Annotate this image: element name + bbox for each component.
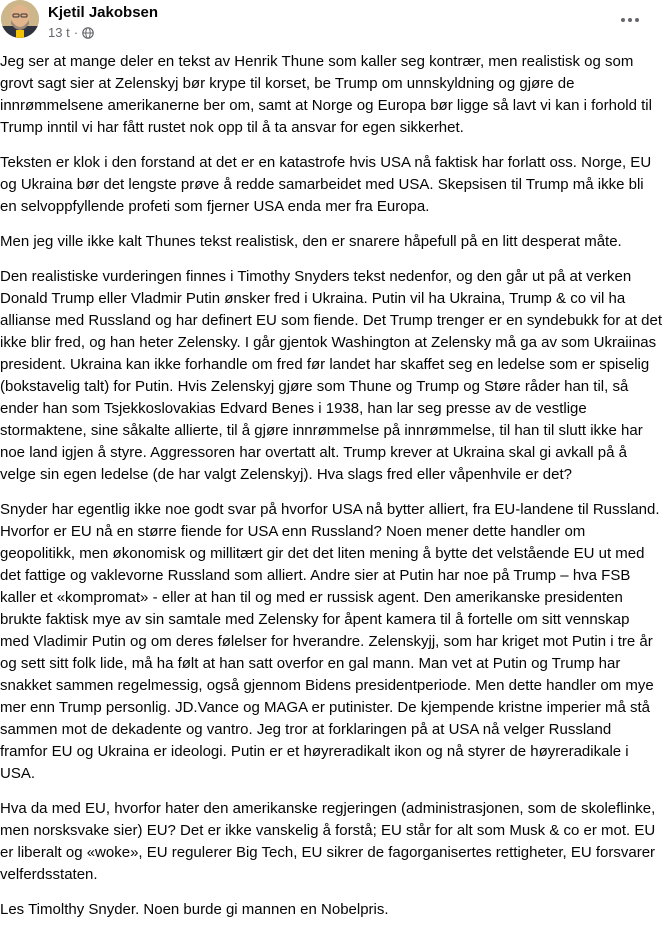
post-paragraph: Snyder har egentlig ikke noe godt svar på hvorfor USA nå bytter alliert, fra EU-landene til Russland. Hvorfor er EU nå en større fiende for USA enn Russland? Noen mener dette handler om geopolitikk, men økonomisk og millitært gir det det liten mening å bytte det velstående EU ut med det fattige og vaklevorne Russland som alliert. Andre sier at Putin har noe på Trump – hva FSB kaller et «kompromat» - eller at han til og med er russisk agent. Den amerikanske presidenten brukte faktisk mye av sin samtale med Zelensky for åpent kamera til å fortelle om sitt vennskap med Vladimir Putin og om deres følelser for hverandre. Zelenskyjj, som har kriget mot Putin i tre år og sett sitt folk lide, må ha følt at han satt overfor en gal mann. Man vet at Putin og Trump har snakket sammen regelmessig, også gjennom Bidens presidentperiode. Men dette handler om mye mer enn Trump personlig. JD.Vance og MAGA er putinister. De kjempende kristne imperier må stå sammen mot de dekadente og vantro. Jeg tror at forklaringen på at USA nå velger Russland framfor EU og Ukraina er ideologi. Putin er et høyreradikalt ikon og nå styrer de høyreradikale i USA. xyxy=(0,501,660,782)
more-horizontal-icon xyxy=(620,17,640,23)
post-timestamp[interactable]: 13 t xyxy=(48,25,70,40)
more-options-button[interactable] xyxy=(614,8,646,32)
post-paragraph: Les Timolthy Snyder. Noen burde gi mannen en Nobelpris. xyxy=(0,901,389,918)
post-paragraph: Hva da med EU, hvorfor hater den amerikanske regjeringen (administrasjonen, som de skoleflinke, men norsksvake sier) EU? Det er ikke vanskelig å forstå; EU står for alt som Musk & co er mot. EU er liberalt og «woke», EU regulerer Big Tech, EU sikrer de fagorganisertes rettigheter, EU forsvarer velferdsstaten. xyxy=(0,800,656,883)
post-paragraph: Men jeg ville ikke kalt Thunes tekst realistisk, den er snarere håpefull på en litt desperat måte. xyxy=(0,233,622,250)
author-name[interactable]: Kjetil Jakobsen xyxy=(48,4,159,21)
meta-separator: · xyxy=(73,25,79,40)
globe-icon xyxy=(82,27,94,39)
post-paragraph: Teksten er klok i den forstand at det er en katastrofe hvis USA nå faktisk har forlatt oss. Norge, EU og Ukraina bør det lengste prøve å redde samarbeidet med USA. Skepsisen til Trump må ikke bli en selvoppfyllende profeti som fjerner USA enda mer fra Europa. xyxy=(0,154,652,215)
avatar[interactable] xyxy=(1,0,39,38)
post-paragraph: Den realistiske vurderingen finnes i Timothy Snyders tekst nedenfor, og den går ut på at verken Donald Trump eller Vladmir Putin ønsker fred i Ukraina. Putin vil ha Ukraina, Trump & co vil ha allianse med Russland og har definert EU som fiende. Det Trump trenger er en syndebukk for at det ikke blir fred, og han heter Zelensky. I går gjentok Washington at Zelensky må ga av som Ukraiinas president. Ukraina kan ikke forhandle om fred før landet har skaffet seg en ledelse som er spiselig (bokstavelig talt) for Putin. Hvis Zelenskyj gjøre som Thune og Trump og Støre råder han til, så ender han som Tsjekkoslovakias Edvard Benes i 1938, han lar seg presse av de vestlige stormaktene, sine såkalte allierte, til å gjøre innrømmelse på innrømmelse, til han til slutt ikke har noe land igjen å styre. Aggressoren har overtatt alt. Trump krever at Ukraina skal gi avkall på å velge sin egen ledelse (de har valgt Zelenskyj). Hva slags fred eller våpenhvile er det? xyxy=(0,268,663,483)
avatar-image xyxy=(1,0,39,38)
post-header xyxy=(0,0,666,52)
post-meta xyxy=(48,25,94,41)
post-body xyxy=(0,51,662,934)
post-paragraph: Jeg ser at mange deler en tekst av Henrik Thune som kaller seg kontrær, men realistisk og som grovt sagt sier at Zelenskyj bør krype til korset, be Trump om unnskyldning og gjøre de innrømmelsene amerikanerne ber om, samt at Norge og Europa bør ligge så lavt vi kan i forhold til Trump inntil vi har fått rustet nok opp til å ta ansvar for egen sikkerhet. xyxy=(0,53,652,136)
